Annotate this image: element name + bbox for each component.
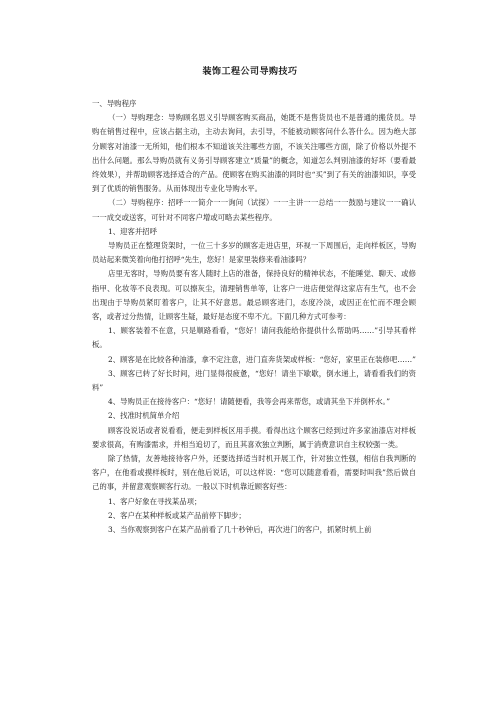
- paragraph: 导购员正在整理货架时，一位三十多岁的顾客走进店里，环视一下周围后，走向样板区，导购员站起来微笑着向他打招呼“先生，您好！是家里装修来看油漆吗？: [92, 241, 416, 265]
- paragraph: 1、客户好象在寻找某品项；: [108, 496, 202, 506]
- paragraph: （一）导购理念：导购顾名思义引导顾客购买商品，她既不是售货员也不是普通的搬货员。导购在销售过程中，应该占据主动，主动去询问，去引导，不能被动顾客问什么答什么。因为绝大部分顾客对油漆一无所知，他们根本不知道该关注哪些方面，不该关注哪些方面，除了价格以外提不出什么问题。那么导购员就有义务引导顾客建立“质量”的概念，知道怎么判别油漆的好坏（要看最终效果），并帮助顾客选择适合的产品。使顾客在购买油漆的同时也“买”到了有关的油漆知识，享受到了优质的销售服务。从而体现出专业化导购水平。: [92, 113, 416, 194]
- paragraph: 3、当你观察到客户在某产品前看了几十秒钟后，再次进门的客户，抓紧时机上前: [108, 525, 372, 535]
- paragraph: 除了热情，友善地接待客户外，还要选择适当时机开展工作，针对独立性强，相信自我判断的客户，在他看或摸样板时，别在他后说话，可以这样说：“您可以随意看看，需要时叫我”然后做自己的事，并留意观察顾客行动。一般以下时机靠近顾客好些：: [92, 454, 416, 492]
- paragraph: 顾客没说话或者说看看，便走到样板区用手摸。看得出这个顾客已经到过许多家油漆店对样板要求很高，有购漆需求，并相当追切了，而且其喜欢独立判断，属于消费意识自主权较强一类。: [92, 425, 416, 449]
- paragraph: 1、迎客并招呼: [108, 226, 158, 236]
- paragraph: 2、客户在某种样板或某产品前停下脚步；: [108, 510, 246, 520]
- paragraph: 3、顾客已转了好长时间，进门显得很疲惫，“您好！请坐下歇歇，倒水递上，请看看我们的资料”: [92, 368, 416, 393]
- document-body: [92, 95, 416, 537]
- paragraph: 2、找准时机简单介绍: [108, 411, 180, 421]
- paragraph: 4、导购员正在接待客户：“您好！请随便看，我等会再来帮您，或请其坐下并倒杯水。”: [108, 397, 391, 407]
- paragraph: （二）导购程序：招呼一一简介一一询问（试探）一一主讲一一总结一一鼓励与建议一一确认一一成交或送客，可针对不同客户增或可略去某些程序。: [92, 198, 416, 222]
- paragraph: 1、顾客装着不在意，只是顺路看看，“您好！请问我能给你提供什么帮助吗……”引导其看样板。: [92, 326, 416, 350]
- paragraph: 店里无客时，导购员要有客人随时上店的准备，保持良好的精神状态，不能睡觉、聊天、或修指甲、化妆等不良表现。可以擦灰尘，清理销售单等，让客户一进店便觉得这家店有生气，也不会出现由于导购员紧盯着客户，让其不好意思。最忌顾客进门，态度冷淡，或因正在忙而不理会顾客，或者过分热情，让顾客生疑，最好是态度不卑不亢。下面几种方式可参考：: [92, 269, 416, 322]
- section-heading: 一、导购程序: [92, 99, 137, 108]
- paragraph: 2、顾客是在比较各种油漆，拿不定注意，进门直奔货架或样板：“您好，家里正在装修吧……”: [108, 354, 416, 364]
- document-title: 装饰工程公司导购技巧: [202, 67, 298, 77]
